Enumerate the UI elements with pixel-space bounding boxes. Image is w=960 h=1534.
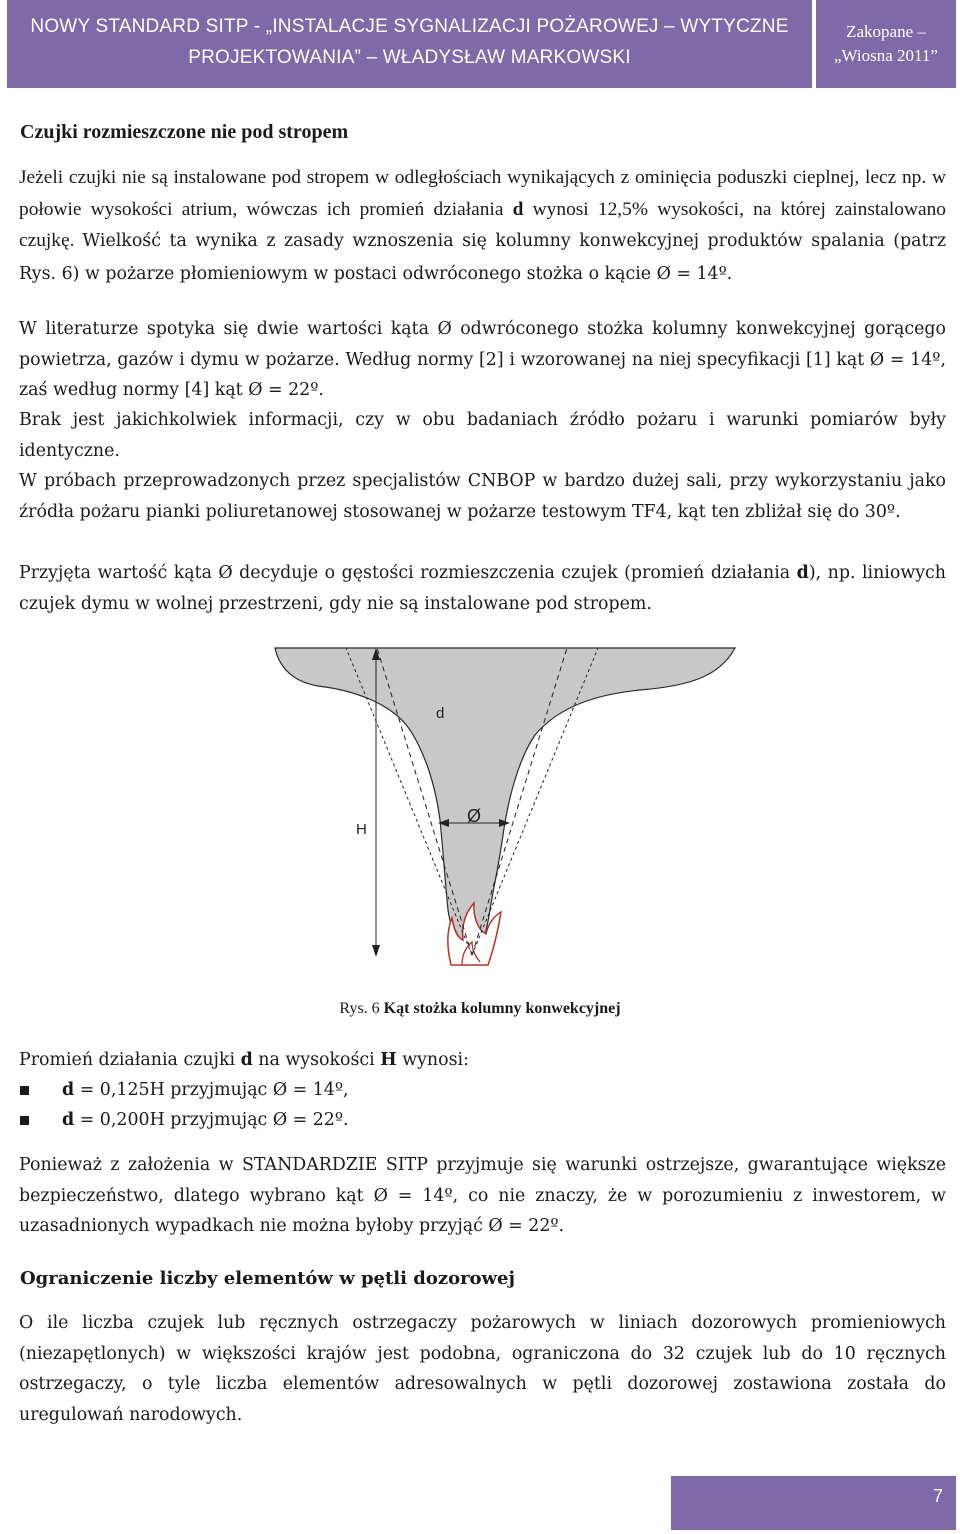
paragraph-intro-text: Jeżeli czujki nie są instalowane pod stropem w odległościach wynikających z ominięcia poduszki cieplnej, lecz np. w połowie wysokości atrium, wówczas ich promień działania — [19, 167, 946, 220]
page-number: 7 — [932, 1486, 943, 1506]
header-side-line2: „Wiosna 2011” — [834, 46, 938, 65]
header-banner — [7, 0, 812, 88]
symbol-d: d — [240, 1050, 253, 1070]
figure-caption-prefix: Rys. 6 — [339, 1000, 380, 1017]
paragraph-conclusion: Ponieważ z założenia w STANDARDZIE SITP przyjmuje się warunki ostrzejsze, gwarantujące większe bezpieczeństwo, dlatego wybrano kąt Ø = 14º, co nie znaczy, że w porozumieniu z inwestorem, w uzasadnionych wypadkach nie można byłoby przyjąć Ø = 22º. — [19, 1155, 946, 1237]
paragraph-loop: O ile liczba czujek lub ręcznych ostrzegaczy pożarowych w liniach dozorowych promieniowych (niezapętlonych) w większości krajów jest podobna, ograniczona do 32 czujek lub do 10 ręcznych ostrzegaczy, o tyle liczba elementów adresowalnych w pętli dozorowej zostawiona została do uregulowań narodowych. — [19, 1313, 946, 1425]
paragraph-density — [19, 558, 946, 619]
section-heading-loop: Ograniczenie liczby elementów w pętli dozorowej — [20, 1268, 516, 1289]
symbol-d: d — [62, 1110, 75, 1130]
label-H: H — [356, 821, 367, 838]
paragraph-conditions: Brak jest jakichkolwiek informacji, czy w obu badaniach źródło pożaru i warunki pomiarów były identyczne. — [19, 410, 946, 461]
paragraph-angles: W literaturze spotyka się dwie wartości kąta Ø odwróconego stożka kolumny konwekcyjnej gorącego powietrza, gazów i dymu w pożarze. Według normy [2] i wzorowanej na niej specyfikacji [1] kąt Ø = 14º, zaś według normy [4] kąt Ø = 22º. — [19, 319, 946, 401]
symbol-d: d — [62, 1080, 75, 1100]
bullet-marker — [20, 1086, 29, 1095]
bullet-marker — [20, 1116, 29, 1125]
formula-intro-end: wynosi: — [402, 1050, 469, 1070]
formula-bullet-1-text: = 0,125H przyjmując Ø = 14º, — [79, 1080, 349, 1100]
header-title-line1: NOWY STANDARD SITP - „INSTALACJE SYGNALIZACJI POŻAROWEJ – WYTYCZNE — [30, 16, 789, 37]
section-heading-ceiling: Czujki rozmieszczone nie pod stropem — [20, 121, 349, 143]
formula-bullet-1 — [62, 1080, 349, 1100]
figure-caption-title: Kąt stożka kolumny konwekcyjnej — [383, 1000, 621, 1017]
header-side-box — [816, 0, 956, 88]
symbol-d: d — [796, 563, 809, 583]
figure-caption — [0, 1000, 960, 1018]
label-phi: Ø — [467, 806, 482, 826]
formula-bullet-2 — [62, 1110, 349, 1130]
paragraph-density-end: ), np. liniowych czujek dymu w wolnej przestrzeni, gdy nie są instalowane pod stropem. — [19, 563, 946, 614]
label-d: d — [436, 705, 445, 722]
formula-intro-mid: na wysokości — [258, 1050, 375, 1070]
smoke-plume — [275, 648, 735, 955]
paragraph-intro-cont: Wielkość ta wynika z zasady wznoszenia się kolumny konwekcyjnej produktów spalania (patrz Rys. 6) w pożarze płomieniowym w postaci odwróconego stożka o kącie Ø = 14º. — [19, 231, 946, 284]
header-side-line1: Zakopane – — [846, 22, 926, 41]
formula-intro-start: Promień działania czujki — [19, 1050, 236, 1070]
convection-column-figure — [0, 630, 960, 980]
paragraph-intro-tail: wynosi 12,5% wysokości, na której zainstalowano czujkę. — [19, 198, 947, 251]
formula-bullet-2-text: = 0,200H przyjmując Ø = 22º. — [79, 1110, 349, 1130]
symbol-H: H — [380, 1050, 397, 1070]
paragraph-density-start: Przyjęta wartość kąta Ø decyduje o gęstości rozmieszczenia czujek (promień działania — [19, 563, 791, 583]
header-title-line2: PROJEKTOWANIA” – WŁADYSŁAW MARKOWSKI — [188, 47, 631, 68]
paragraph-intro — [19, 162, 946, 290]
paragraph-cnbop: W próbach przeprowadzonych przez specjalistów CNBOP w bardzo dużej sali, przy wykorzystaniu jako źródła pożaru pianki poliuretanowej stosowanej w pożarze testowym TF4, kąt ten zbliżał się do 30º. — [19, 471, 946, 522]
footer-bar — [671, 1476, 956, 1530]
symbol-d: d — [512, 198, 524, 220]
formula-intro — [19, 1050, 469, 1070]
